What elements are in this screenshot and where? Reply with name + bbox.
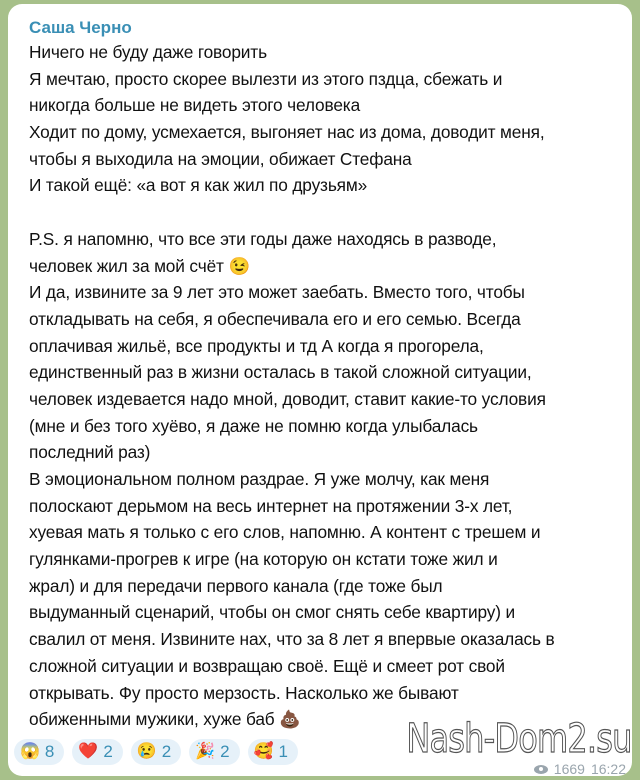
message-line: чтобы я выходила на эмоции, обижает Стефана <box>29 148 412 169</box>
message-line: Я мечтаю, просто скорее вылезти из этого пздца, сбежать и <box>29 68 503 89</box>
reaction-button[interactable] <box>131 739 181 765</box>
message-line: В эмоциональном полном раздрае. Я уже молчу, как меня <box>29 469 490 489</box>
message-line: оплачивая жильё, все продукты и тд А когда я прогорела, <box>29 335 484 356</box>
message-line: открывать. Фу просто мерзость. Насколько же бывают <box>29 682 459 703</box>
reaction-count: 1 <box>278 742 288 761</box>
reaction-emoji-icon: 😱 <box>20 743 40 760</box>
message-line: человек жил за мой счёт 😉 <box>29 255 250 276</box>
eye-icon <box>534 765 548 774</box>
message-line: И такой ещё: «а вот я как жил по друзьям» <box>29 175 368 196</box>
view-count: 1669 <box>553 761 585 777</box>
reaction-count: 2 <box>161 742 172 761</box>
message-text <box>29 39 618 733</box>
message-line: никогда больше не видеть этого человека <box>29 95 361 116</box>
reaction-count: 2 <box>220 742 230 761</box>
message-line: P.S. я напомню, что все эти годы даже находясь в разводе, <box>29 228 497 249</box>
message-line: Ходит по дому, усмехается, выгоняет нас из дома, доводит меня, <box>29 122 545 143</box>
reaction-emoji-icon: ❤️ <box>78 743 99 760</box>
message-line: сложной ситуации и возвращаю своё. Ещё и смеет рот свой <box>29 655 505 676</box>
reactions-bar <box>14 739 298 765</box>
message-line: (мне и без того хуёво, я даже не помню когда улыбалась <box>29 415 478 436</box>
message-line: последний раз) <box>29 442 151 463</box>
reaction-button[interactable] <box>72 739 122 765</box>
message-author[interactable]: Саша Черно <box>29 18 132 37</box>
watermark: Nash-Dom2.su <box>406 716 632 762</box>
message-line: человек издевается надо мной, доводит, ставит какие-то условия <box>29 388 546 409</box>
reaction-emoji-icon: 🎉 <box>195 743 216 760</box>
message-line: Ничего не буду даже говорить <box>29 42 267 62</box>
reaction-emoji-icon: 🥰 <box>253 743 274 760</box>
reaction-count: 8 <box>44 742 55 761</box>
message-line: единственный раз в жизни осталась в такой сложной ситуации, <box>29 362 532 383</box>
message-time: 16:22 <box>590 761 626 777</box>
message-line: хуевая мать я только с его слов, напомню. А контент с трешем и <box>29 522 541 543</box>
message-line: свалил от меня. Извините нах, что за 8 лет я впервые оказалась в <box>29 629 555 650</box>
reaction-emoji-icon: 😢 <box>136 743 157 760</box>
message-bubble <box>8 4 632 776</box>
reaction-count: 2 <box>103 742 113 761</box>
message-line: откладывать на себя, я обеспечивала его и его семью. Всегда <box>29 308 521 329</box>
message-line: полоскают дерьмом на весь интернет на протяжении 3-х лет, <box>29 495 513 516</box>
message-line: обиженными мужики, хуже баб 💩 <box>29 709 301 730</box>
message-line: И да, извините за 9 лет это может заебать. Вместо того, чтобы <box>29 282 525 303</box>
message-meta <box>534 761 626 777</box>
message-line: жрал) и для передачи первого канала (где тоже был <box>29 575 443 596</box>
reaction-button[interactable] <box>14 739 64 765</box>
reaction-button[interactable] <box>189 739 239 765</box>
message-line: гулянками-прогрев к игре (на которую он кстати тоже жил и <box>29 549 498 570</box>
message-line: выдуманный сценарий, чтобы он смог снять себе квартиру) и <box>29 602 515 623</box>
reaction-button[interactable] <box>248 739 298 765</box>
